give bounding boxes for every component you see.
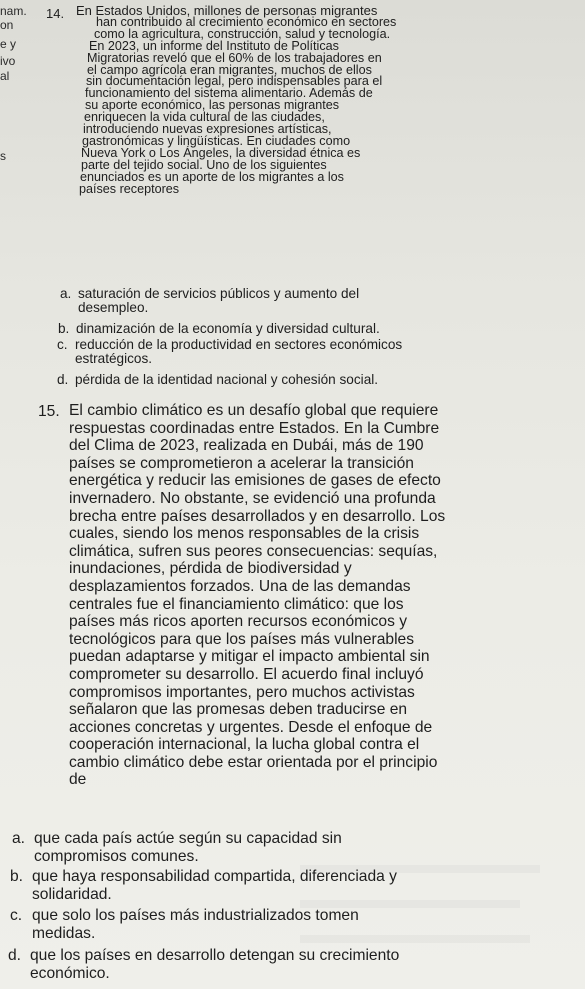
margin-fragment: nam. — [0, 4, 27, 18]
stem-line: cooperación internacional, la lucha global contra el — [69, 736, 420, 754]
stem-line: comprometer su desarrollo. El acuerdo final incluyó — [69, 665, 424, 683]
stem-line: acciones concretas y urgentes. Desde el enfoque de — [69, 718, 433, 736]
answer-option-b[interactable] — [58, 322, 380, 336]
answer-option-c[interactable] — [10, 907, 359, 943]
stem-line: invernadero. No obstante, se evidenció una profunda — [69, 489, 436, 507]
option-text: saturación de servicios públicos y aumento del — [78, 286, 360, 301]
stem-line: centrales fue el financiamiento climático: que los — [69, 595, 404, 613]
stem-line: funcionamiento del sistema alimentario. Además de — [85, 86, 373, 101]
stem-line: tecnológicos para que los países más vulnerables — [69, 630, 414, 648]
margin-fragment: on — [0, 18, 14, 32]
answer-option-d[interactable] — [8, 947, 399, 983]
stem-line: enriquecen la vida cultural de las ciudades, — [84, 110, 325, 125]
stem-line: sin documentación legal, pero indispensables para el — [86, 74, 383, 89]
option-letter: d. — [8, 947, 22, 964]
answer-option-a[interactable] — [12, 830, 342, 866]
stem-line: han contribuido al crecimiento económico en sectores — [96, 14, 397, 29]
option-letter: b. — [10, 868, 24, 885]
option-text: desempleo. — [78, 299, 149, 315]
answer-option-a[interactable] — [60, 287, 359, 314]
stem-line: países receptores — [79, 181, 180, 196]
question-stem — [69, 402, 445, 789]
stem-line: como la agricultura, construcción, salud y tecnología. — [94, 26, 391, 41]
option-text: solidaridad. — [32, 886, 112, 903]
stem-line: del Clima de 2023, realizada en Dubái, más de 190 — [69, 437, 424, 455]
stem-line: climática, sufren sus peores consecuencias: sequías, — [69, 542, 438, 560]
answer-option-d[interactable] — [57, 373, 378, 387]
stem-line: En Estados Unidos, millones de personas migrantes — [76, 3, 378, 18]
stem-line: energética y reducir las emisiones de gases de efecto — [69, 472, 441, 490]
option-text: que los países en desarrollo detengan su crecimiento — [30, 947, 400, 964]
option-text: económico. — [30, 965, 110, 982]
option-letter: a. — [12, 830, 26, 847]
option-text: que cada país actúe según su capacidad sin — [34, 830, 342, 847]
stem-line: En 2023, un informe del Instituto de Políticas — [89, 38, 339, 53]
stem-line: Nueva York o Los Ángeles, la diversidad étnica es — [81, 145, 361, 160]
stem-line: inundaciones, pérdida de biodiversidad y — [69, 560, 352, 578]
option-text: medidas. — [32, 925, 96, 942]
stem-line: Migratorias reveló que el 60% de los trabajadores en — [87, 50, 382, 65]
option-text: pérdida de la identidad nacional y cohesión social. — [75, 372, 379, 387]
question-number: 15. — [38, 403, 60, 420]
option-text: que solo los países más industrializados tomen — [32, 907, 359, 924]
stem-line: puedan adaptarse y mitigar el impacto ambiental sin — [69, 648, 430, 666]
stem-line: parte del tejido social. Uno de los siguientes — [81, 157, 327, 172]
option-text: estratégicos. — [75, 350, 153, 366]
option-letter: d. — [57, 372, 69, 387]
stem-line: países se comprometieron a acelerar la transición — [69, 454, 414, 472]
option-letter: c. — [57, 337, 68, 352]
answer-option-b[interactable] — [10, 868, 397, 904]
stem-line: brecha entre países desarrollados y en desarrollo. Los — [69, 507, 446, 525]
stem-line: respuestas coordinadas entre Estados. En la Cumbre — [69, 419, 440, 437]
stem-line: países más ricos aporten recursos económicos y — [69, 613, 408, 631]
answer-option-c[interactable] — [57, 338, 402, 365]
stem-line: introduciendo nuevas expresiones artísticas, — [83, 122, 332, 137]
option-text: que haya responsabilidad compartida, diferenciada y — [32, 868, 397, 885]
stem-line: gastronómicas y lingüísticas. En ciudades como — [82, 133, 351, 148]
stem-line: su aporte económico, las personas migrantes — [85, 98, 340, 113]
stem-line: el campo agrícola eran migrantes, muchos de ellos — [87, 62, 372, 77]
stem-line: señalaron que las promesas deben traducirse en — [69, 701, 408, 719]
stem-line: El cambio climático es un desafío global que requiere — [69, 402, 439, 419]
stem-line: desplazamientos forzados. Una de las demandas — [69, 577, 411, 595]
margin-fragment: al — [0, 69, 10, 83]
option-letter: a. — [60, 286, 72, 301]
option-letter: b. — [58, 321, 70, 336]
stem-line: de — [69, 771, 87, 789]
question-stem — [76, 5, 396, 196]
stem-line: cuales, siendo los menos responsables de la crisis — [69, 525, 420, 543]
option-letter: c. — [10, 907, 23, 924]
margin-fragment: e y — [0, 37, 17, 51]
stem-line: cambio climático debe estar orientada por el principio — [69, 753, 438, 771]
option-text: reducción de la productividad en sectores económicos — [75, 337, 403, 352]
option-text: dinamización de la economía y diversidad cultural. — [76, 321, 380, 336]
question-number: 14. — [46, 6, 65, 21]
stem-line: enunciados es un aporte de los migrantes a los — [80, 169, 344, 184]
option-text: compromisos comunes. — [34, 848, 199, 865]
stem-line: compromisos importantes, pero muchos activistas — [69, 683, 415, 701]
margin-fragment: s — [0, 149, 6, 163]
margin-fragment: ivo — [0, 54, 16, 68]
